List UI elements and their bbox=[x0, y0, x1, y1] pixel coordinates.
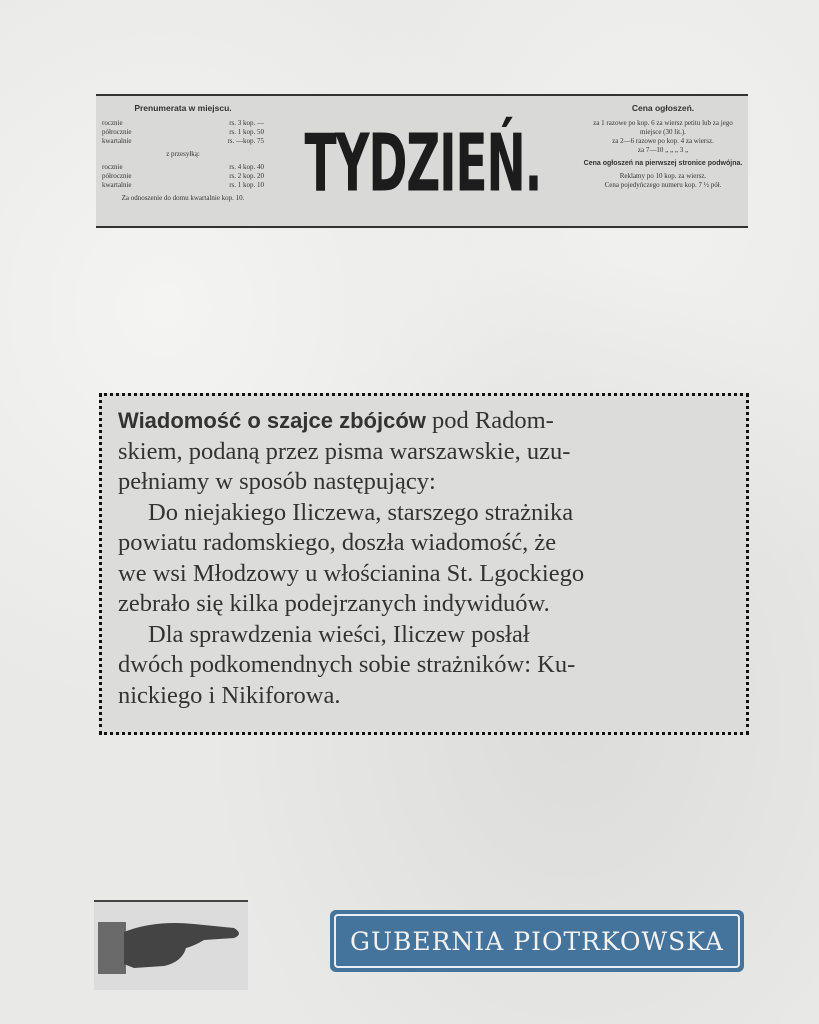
newspaper-title: TYDZIEŃ. bbox=[304, 115, 542, 210]
ads-heading: Cena ogłoszeń. bbox=[631, 103, 695, 113]
price-label: kwartalnie bbox=[102, 181, 132, 189]
subscription-heading: Prenumerata w miejscu. bbox=[134, 103, 232, 113]
subscription-prices bbox=[102, 102, 264, 207]
article-line: nickiego i Nikiforowa. bbox=[118, 681, 341, 709]
article-line bbox=[118, 406, 746, 437]
price-value: rs. 1 kop. 10 bbox=[229, 181, 264, 189]
price-value: rs. 2 kop. 20 bbox=[229, 172, 264, 180]
title-area bbox=[270, 115, 576, 210]
article-clipping bbox=[99, 393, 749, 735]
article-line: skiem, podaną przez pisma warszawskie, uzu- bbox=[118, 437, 571, 465]
front-page-note: Cena ogłoszeń na pierwszej stronice podwójna. bbox=[583, 160, 743, 167]
newspaper-masthead bbox=[96, 94, 748, 228]
reklamy-note: Reklamy po 10 kop. za wiersz. bbox=[619, 172, 707, 180]
price-value: rs. —kop. 75 bbox=[227, 137, 264, 145]
price-label: kwartalnie bbox=[102, 137, 132, 145]
price-row bbox=[102, 137, 264, 146]
article-line: we wsi Młodzowy u włościanina St. Lgockiego bbox=[118, 559, 585, 587]
article-line: Dla sprawdzenia wieści, Iliczew posłał bbox=[148, 620, 530, 648]
price-value: rs. 1 kop. 50 bbox=[229, 128, 264, 136]
article-line: pełniamy w sposób następujący: bbox=[118, 468, 436, 495]
single-issue-price: Cena pojedyńczego numeru kop. 7 ½ pół. bbox=[604, 181, 722, 189]
price-row bbox=[102, 172, 264, 181]
gubernia-badge bbox=[330, 910, 744, 972]
article-lead: Wiadomość o szajce zbójców bbox=[118, 408, 426, 433]
ad-line: za 7—10 „ „ „ 3 „ bbox=[637, 146, 689, 154]
article-text: pod Radom- bbox=[425, 407, 554, 434]
price-row bbox=[102, 181, 264, 190]
price-row bbox=[102, 128, 264, 137]
price-value: rs. 3 kop. — bbox=[229, 119, 264, 127]
article-line: zebrało się kilka podejrzanych indywiduów. bbox=[118, 590, 550, 617]
price-label: półrocznie bbox=[102, 172, 132, 180]
pointing-hand-icon bbox=[94, 900, 248, 990]
mail-heading: z przesyłką: bbox=[166, 150, 200, 158]
badge-label: GUBERNIA PIOTRKOWSKA bbox=[350, 926, 724, 956]
ad-prices bbox=[582, 102, 744, 190]
price-label: rocznie bbox=[102, 119, 123, 127]
delivery-note: Za odnoszenie do domu kwartalnie kop. 10. bbox=[121, 194, 245, 202]
ad-line: za 1 razowe po kop. 6 za wiersz petitu lub za jego miejsce (30 lit.). bbox=[593, 119, 733, 136]
article-line: powiatu radomskiego, doszła wiadomość, że bbox=[118, 529, 557, 556]
price-label: rocznie bbox=[102, 163, 123, 171]
price-row bbox=[102, 163, 264, 172]
price-row bbox=[102, 119, 264, 128]
price-value: rs. 4 kop. 40 bbox=[229, 163, 264, 171]
price-label: półrocznie bbox=[102, 128, 132, 136]
ad-line: za 2—6 razowe po kop. 4 za wiersz. bbox=[612, 137, 714, 145]
article-line: dwóch podkomendnych sobie strażników: Ku- bbox=[118, 651, 576, 678]
article-line: Do niejakiego Iliczewa, starszego strażnika bbox=[148, 498, 574, 526]
